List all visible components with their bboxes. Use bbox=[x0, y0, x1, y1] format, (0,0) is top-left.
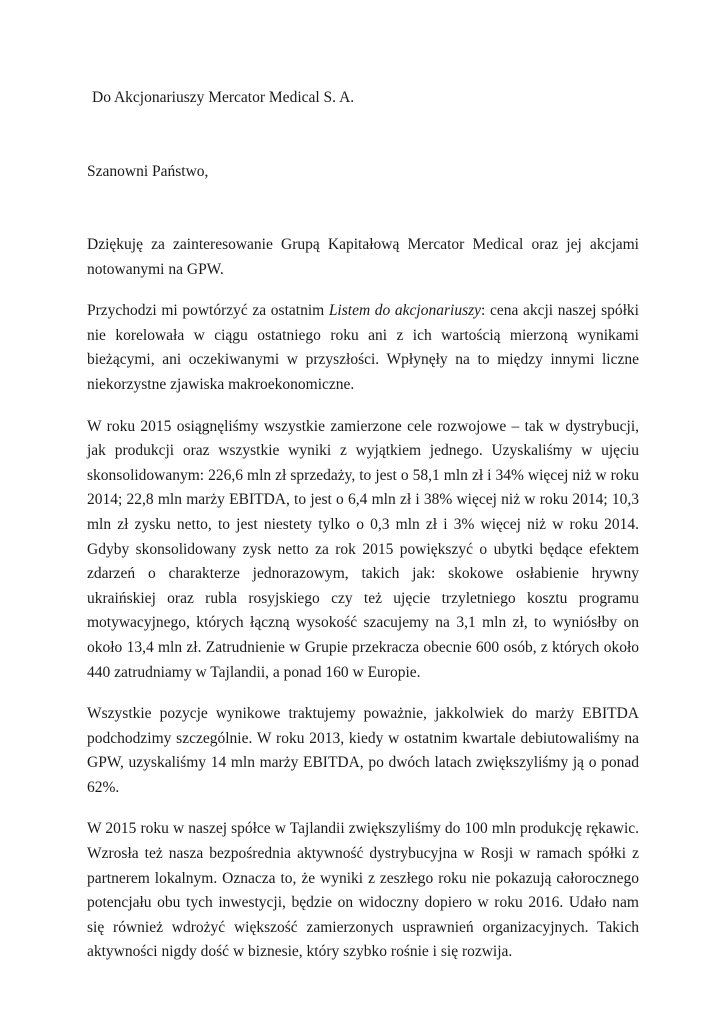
paragraph-interest: Dziękuję za zainteresowanie Grupą Kapitałową Mercator Medical oraz jej akcjami notowanymi na GPW. bbox=[87, 236, 639, 278]
paragraph-share-price-italic: Listem do akcjonariuszy bbox=[328, 302, 482, 320]
paragraph-share-price-rest: : cena akcji naszej spółki nie korelowała w ciągu ostatniego roku ani z ich wartością mierzoną wynikami bieżącymi, ani oczekiwanymi w przyszłości. Wpłynęły na to między innymi liczne niekorzystne zjawiska makroekonomiczne. bbox=[87, 302, 639, 393]
paragraph-ebitda: Wszystkie pozycje wynikowe traktujemy poważnie, jakkolwiek do marży EBITDA podchodzimy szczególnie. W roku 2013, kiedy w ostatnim kwartale debiutowaliśmy na GPW, uzyskaliśmy 14 mln marży EBITDA, po dwóch latach zwiększyliśmy ją o ponad 62%. bbox=[87, 705, 639, 796]
paragraph-thailand-russia: W 2015 roku w naszej spółce w Tajlandii zwiększyliśmy do 100 mln produkcję rękawic. Wzrosła też nasza bezpośrednia aktywność dystrybucyjna w Rosji w ramach spółki z partnerem lokalnym. Oznacza to, że wyniki z zeszłego roku nie pokazują całorocznego potencjału obu tych inwestycji, będzie on widoczny dopiero w roku 2016. Udało nam się również wdrożyć większość zamierzonych usprawnień organizacyjnych. Takich aktywności nigdy dość w biznesie, który szybko rośnie i się rozwija. bbox=[87, 820, 639, 961]
paragraph-share-price bbox=[87, 299, 639, 397]
paragraph-results-2015: W roku 2015 osiągnęliśmy wszystkie zamierzone cele rozwojowe – tak w dystrybucji, jak produkcji oraz wszystkie wyniki z wyjątkiem jednego. Uzyskaliśmy w ujęciu skonsolidowanym: 226,6 mln zł sprzedaży, to jest o 58,1 mln zł i 34% więcej niż w roku 2014; 22,8 mln marży EBITDA, to jest o 6,4 mln zł i 38% więcej niż w roku 2014; 10,3 mln zł zysku netto, to jest niestety tylko o 0,3 mln zł i 3% więcej niż w roku 2014. Gdyby skonsolidowany zysk netto za rok 2015 powiększyć o ubytki będące efektem zdarzeń o charakterze jednorazowym, takich jak: skokowe osłabienie hrywny ukraińskiej oraz rubla rosyjskiego czy też ujęcie trzyletniego kosztu programu motywacyjnego, których łączną wysokość szacujemy na 3,1 mln zł, to wyniósłby on około 13,4 mln zł. Zatrudnienie w Grupie przekracza obecnie 600 osób, z których około 440 zatrudniamy w Tajlandii, a ponad 160 w Europie. bbox=[87, 417, 639, 681]
letter-body bbox=[87, 233, 639, 982]
letter-addressee: Do Akcjonariuszy Mercator Medical S. A. bbox=[92, 89, 355, 106]
letter-salutation: Szanowni Państwo, bbox=[87, 163, 209, 180]
paragraph-share-price-lead: Przychodzi mi powtórzyć za ostatnim bbox=[87, 302, 329, 320]
